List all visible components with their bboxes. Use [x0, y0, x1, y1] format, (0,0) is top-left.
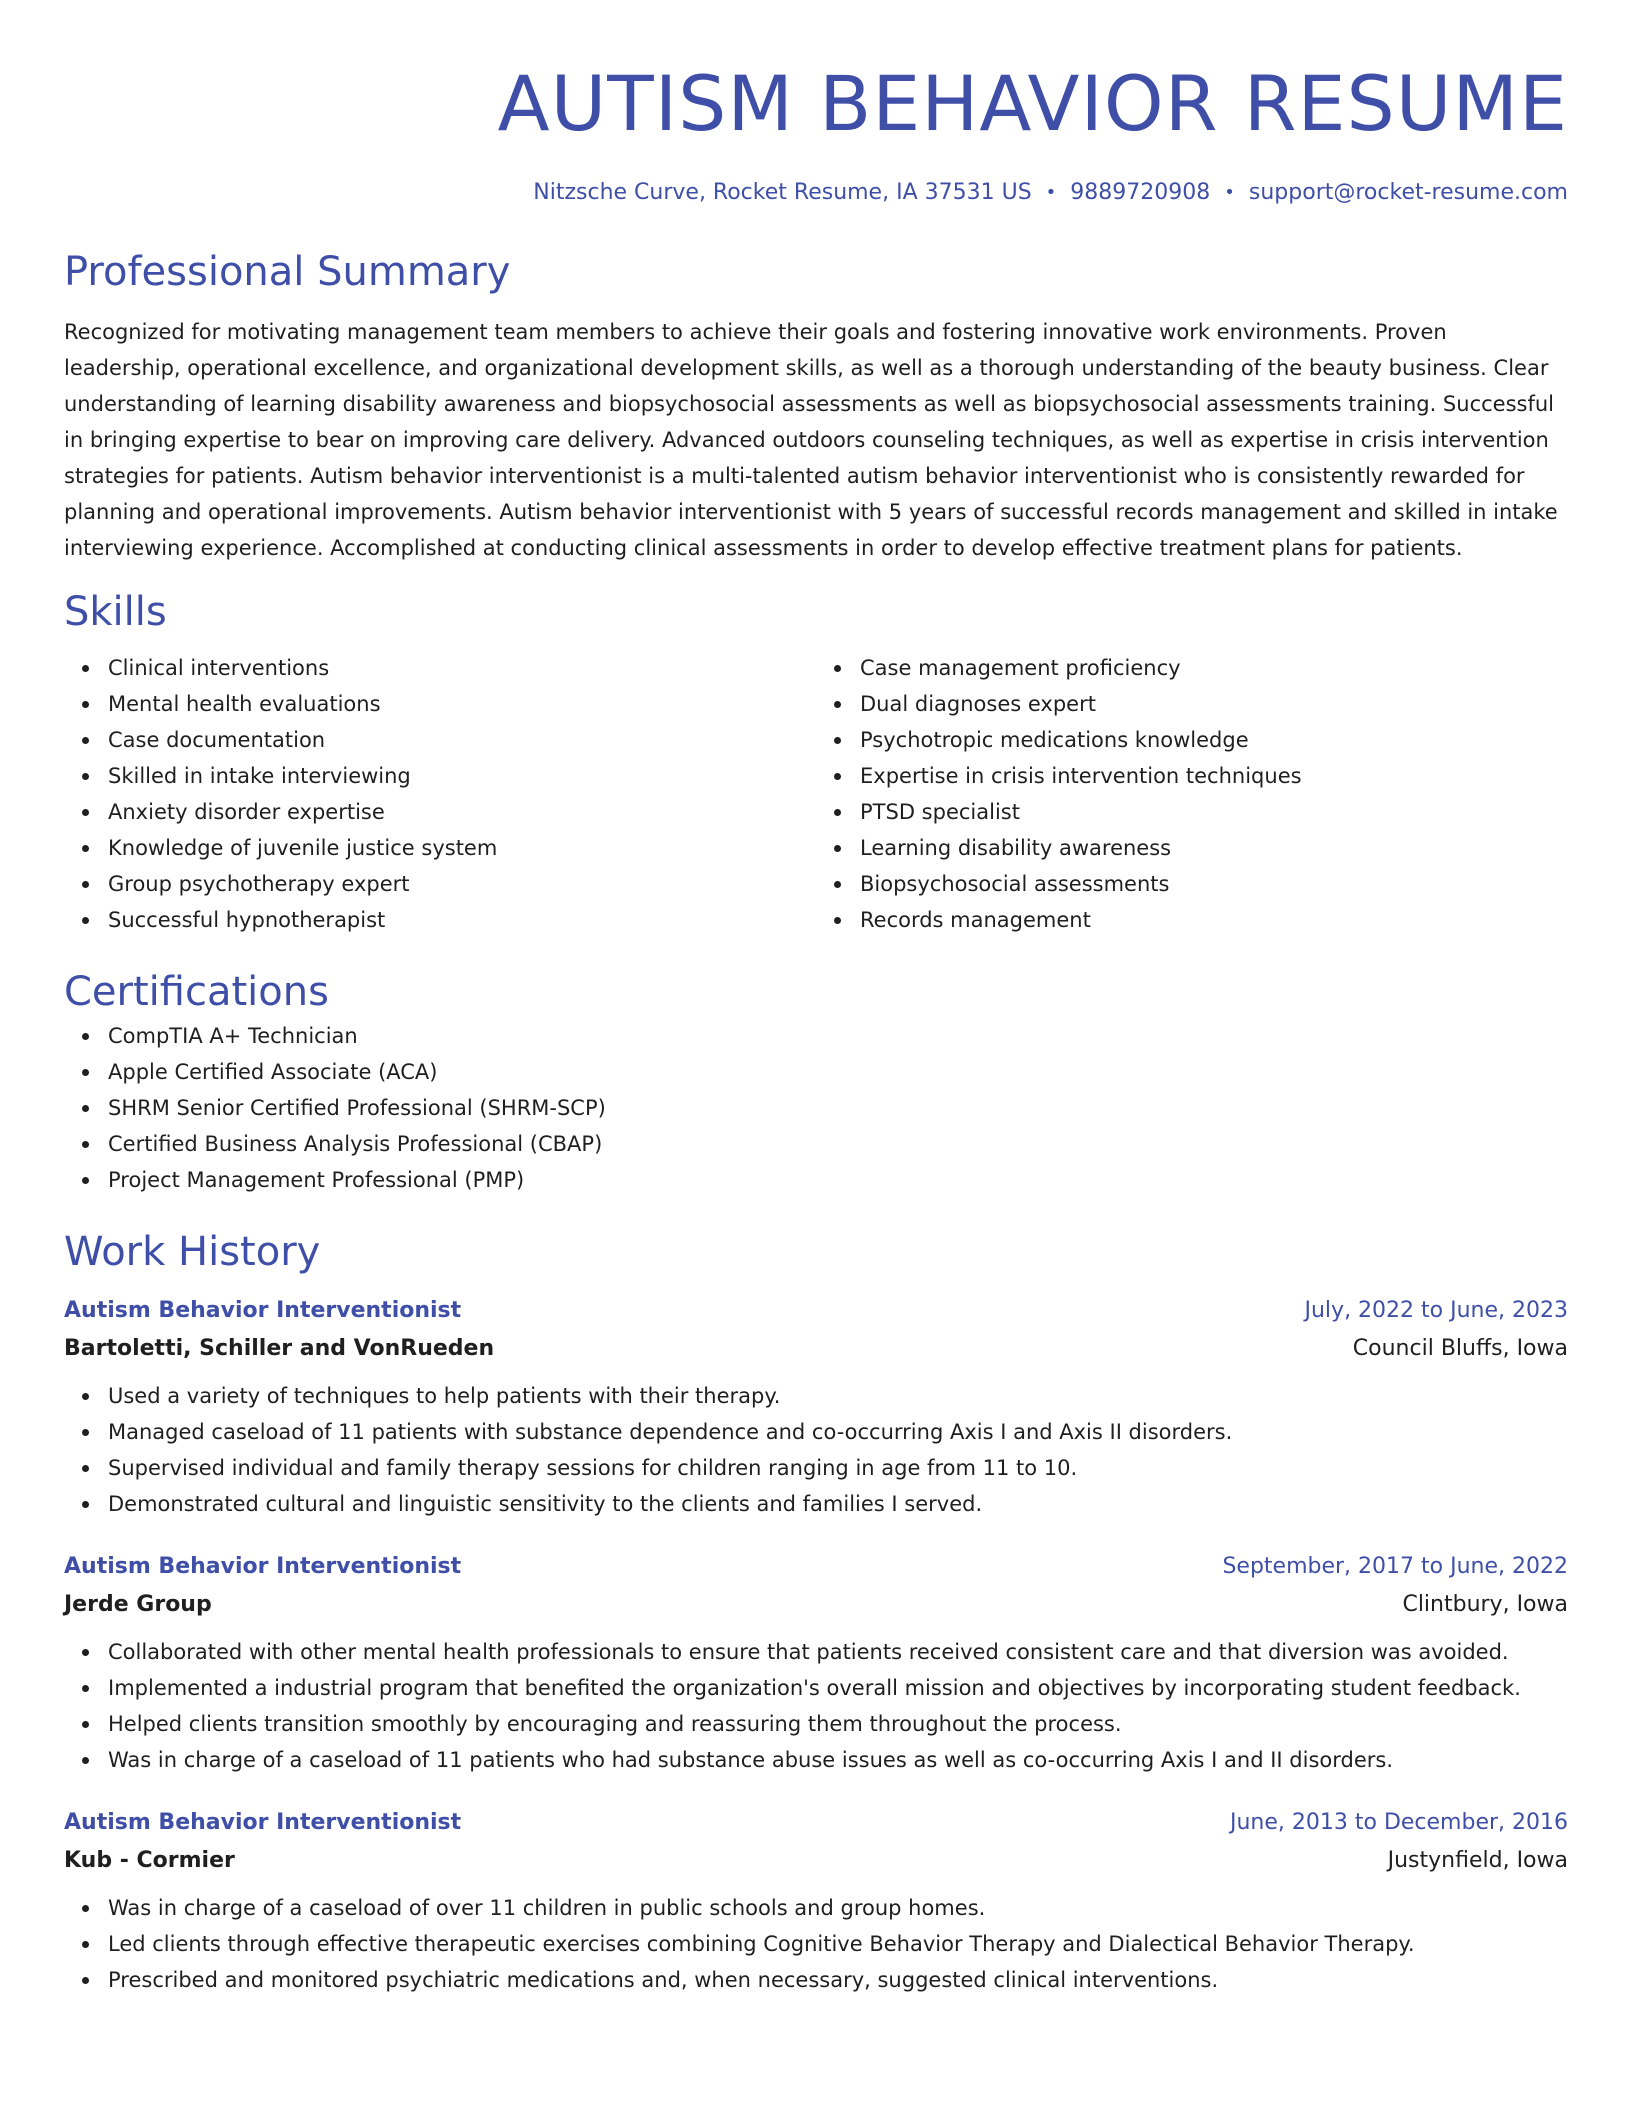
skill-item: Dual diagnoses expert: [816, 686, 1568, 722]
job-company-row: [64, 1330, 1568, 1368]
job-entry: [64, 1292, 1568, 1522]
job-title: Autism Behavior Interventionist: [64, 1554, 462, 1579]
job-bullets: [64, 1378, 1568, 1522]
skill-item: Case management proficiency: [816, 650, 1568, 686]
job-company: Kub - Cormier: [64, 1848, 235, 1873]
job-bullet: Supervised individual and family therapy sessions for children ranging in age from 11 to 10.: [64, 1450, 1568, 1486]
skills-columns: [64, 650, 1568, 938]
skills-heading: Skills: [64, 589, 167, 635]
job-bullet: Helped clients transition smoothly by encouraging and reassuring them throughout the process.: [64, 1706, 1568, 1742]
skill-item: Clinical interventions: [64, 650, 816, 686]
contact-email[interactable]: support@rocket-resume.com: [1248, 180, 1568, 205]
contact-address: Nitzsche Curve, Rocket Resume, IA 37531 US: [533, 180, 1032, 205]
job-title: Autism Behavior Interventionist: [64, 1810, 462, 1835]
contact-line: [64, 178, 1568, 208]
job-location: Clintbury, Iowa: [1402, 1592, 1568, 1617]
job-header-row: [64, 1548, 1568, 1586]
certification-item: Apple Certified Associate (ACA): [64, 1054, 1568, 1090]
job-bullet: Managed caseload of 11 patients with substance dependence and co-occurring Axis I and Axis II disorders.: [64, 1414, 1568, 1450]
job-location: Justynfield, Iowa: [1387, 1848, 1568, 1873]
skill-item: Case documentation: [64, 722, 816, 758]
job-dates: September, 2017 to June, 2022: [1222, 1554, 1568, 1579]
skills-section: [64, 586, 1568, 938]
skill-item: Records management: [816, 902, 1568, 938]
skill-item: Knowledge of juvenile justice system: [64, 830, 816, 866]
job-bullet: Collaborated with other mental health professionals to ensure that patients received consistent care and that diversion was avoided.: [64, 1634, 1568, 1670]
skills-list-right: [816, 650, 1568, 938]
skill-item: Anxiety disorder expertise: [64, 794, 816, 830]
certification-item: Project Management Professional (PMP): [64, 1162, 1568, 1198]
certifications-list: [64, 1018, 1568, 1198]
summary-heading: Professional Summary: [64, 249, 511, 295]
job-entry: [64, 1804, 1568, 1998]
contact-phone: 9889720908: [1070, 180, 1211, 205]
job-bullet: Used a variety of techniques to help patients with their therapy.: [64, 1378, 1568, 1414]
job-company: Bartoletti, Schiller and VonRueden: [64, 1336, 495, 1361]
job-bullet: Implemented a industrial program that benefited the organization's overall mission and objectives by incorporating student feedback.: [64, 1670, 1568, 1706]
job-bullet: Was in charge of a caseload of over 11 children in public schools and group homes.: [64, 1890, 1568, 1926]
certification-item: Certified Business Analysis Professional (CBAP): [64, 1126, 1568, 1162]
job-entry: [64, 1548, 1568, 1778]
summary-text: Recognized for motivating management team members to achieve their goals and fostering innovative work environments. Proven leadership, operational excellence, and organizational development skills, as well as a thorough understanding of the beauty business. Clear understanding of learning disability awareness and biopsychosocial assessments as well as biopsychosocial assessments training. Successful in bringing expertise to bear on improving care delivery. Advanced outdoors counseling techniques, as well as expertise in crisis intervention strategies for patients. Autism behavior interventionist is a multi-talented autism behavior interventionist who is consistently rewarded for planning and operational improvements. Autism behavior interventionist with 5 years of successful records management and skilled in intake interviewing experience. Accomplished at conducting clinical assessments in order to develop effective treatment plans for patients.: [64, 320, 1558, 560]
certifications-heading: Certifications: [64, 969, 329, 1015]
skill-item: Successful hypnotherapist: [64, 902, 816, 938]
skill-item: Psychotropic medications knowledge: [816, 722, 1568, 758]
skill-item: PTSD specialist: [816, 794, 1568, 830]
job-header-row: [64, 1292, 1568, 1330]
skills-list-left: [64, 650, 816, 938]
job-bullet: Led clients through effective therapeutic exercises combining Cognitive Behavior Therapy and Dialectical Behavior Therapy.: [64, 1926, 1568, 1962]
job-company: Jerde Group: [64, 1592, 212, 1617]
contact-separator: •: [1224, 182, 1235, 203]
work-history-section: [64, 1226, 1568, 1998]
certification-item: CompTIA A+ Technician: [64, 1018, 1568, 1054]
skill-item: Expertise in crisis intervention techniques: [816, 758, 1568, 794]
job-location: Council Bluffs, Iowa: [1352, 1336, 1568, 1361]
job-bullets: [64, 1890, 1568, 1998]
job-company-row: [64, 1586, 1568, 1624]
skill-item: Learning disability awareness: [816, 830, 1568, 866]
work-history-heading: Work History: [64, 1229, 321, 1275]
skill-item: Skilled in intake interviewing: [64, 758, 816, 794]
certification-item: SHRM Senior Certified Professional (SHRM-SCP): [64, 1090, 1568, 1126]
resume-header: [64, 0, 1568, 208]
skill-item: Biopsychosocial assessments: [816, 866, 1568, 902]
job-dates: June, 2013 to December, 2016: [1229, 1810, 1568, 1835]
job-bullet: Demonstrated cultural and linguistic sensitivity to the clients and families I served.: [64, 1486, 1568, 1522]
summary-section: [64, 246, 1568, 566]
job-bullets: [64, 1634, 1568, 1778]
certifications-section: [64, 966, 1568, 1198]
job-title: Autism Behavior Interventionist: [64, 1298, 462, 1323]
skill-item: Mental health evaluations: [64, 686, 816, 722]
job-dates: July, 2022 to June, 2023: [1304, 1298, 1568, 1323]
resume-title: AUTISM BEHAVIOR RESUME: [497, 59, 1568, 148]
job-bullet: Prescribed and monitored psychiatric medications and, when necessary, suggested clinical interventions.: [64, 1962, 1568, 1998]
job-bullet: Was in charge of a caseload of 11 patients who had substance abuse issues as well as co-occurring Axis I and II disorders.: [64, 1742, 1568, 1778]
job-company-row: [64, 1842, 1568, 1880]
job-header-row: [64, 1804, 1568, 1842]
skill-item: Group psychotherapy expert: [64, 866, 816, 902]
contact-separator: •: [1045, 182, 1057, 203]
